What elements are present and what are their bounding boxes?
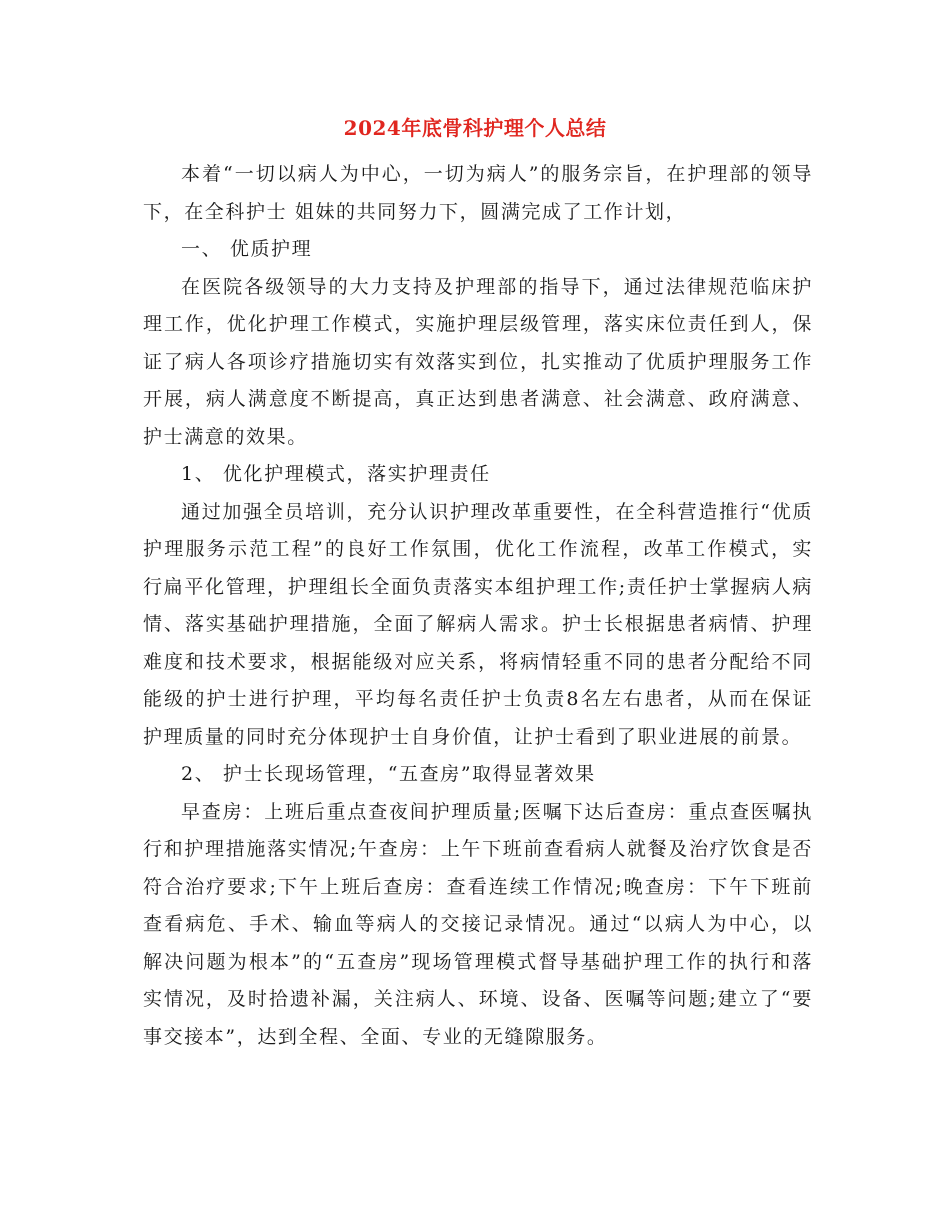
document-title: 2024年底骨科护理个人总结 (343, 116, 607, 140)
section-heading-quality-nursing: 一、 优质护理 (181, 238, 313, 260)
subsection-heading-2: 2、 护士长现场管理，“五查房”取得显著效果 (181, 763, 596, 785)
subsection-1-paragraph: 通过加强全员培训，充分认识护理改革重要性，在全科营造推行“优质护理服务示范工程”的良好工作氛围，优化工作流程，改革工作模式，实行扁平化管理，护理组长全面负责落实本组护理工作;责任护士掌握病人病情、落实基础护理措施，全面了解病人需求。护士长根据患者病情、护理难度和技术要求，根据能级对应关系，将病情轻重不同的患者分配给不同能级的护士进行护理，平均每名责任护士负责8名左右患者，从而在保证护理质量的同时充分体现护士自身价值，让护士看到了职业进展的前景。 (143, 500, 813, 748)
document-body (143, 156, 813, 1056)
subsection-heading-1: 1、 优化护理模式，落实护理责任 (181, 463, 491, 485)
quality-nursing-paragraph: 在医院各级领导的大力支持及护理部的指导下，通过法律规范临床护理工作，优化护理工作模式，实施护理层级管理，落实床位责任到人，保证了病人各项诊疗措施切实有效落实到位，扎实推动了优质护理服务工作开展，病人满意度不断提高，真正达到患者满意、社会满意、政府满意、护士满意的效果。 (143, 275, 813, 448)
subsection-2-paragraph: 早查房：上班后重点查夜间护理质量;医嘱下达后查房：重点查医嘱执行和护理措施落实情况;午查房：上午下班前查看病人就餐及治疗饮食是否符合治疗要求;下午上班后查房：查看连续工作情况;晚查房：下午下班前查看病危、手术、输血等病人的交接记录情况。通过“以病人为中心，以解决问题为根本”的“五查房”现场管理模式督导基础护理工作的执行和落实情况，及时拾遗补漏，关注病人、环境、设备、医嘱等问题;建立了“要事交接本”，达到全程、全面、专业的无缝隙服务。 (143, 800, 813, 1048)
intro-paragraph: 本着“一切以病人为中心，一切为病人”的服务宗旨，在护理部的领导下，在全科护士 姐妹的共同努力下，圆满完成了工作计划， (143, 163, 813, 223)
